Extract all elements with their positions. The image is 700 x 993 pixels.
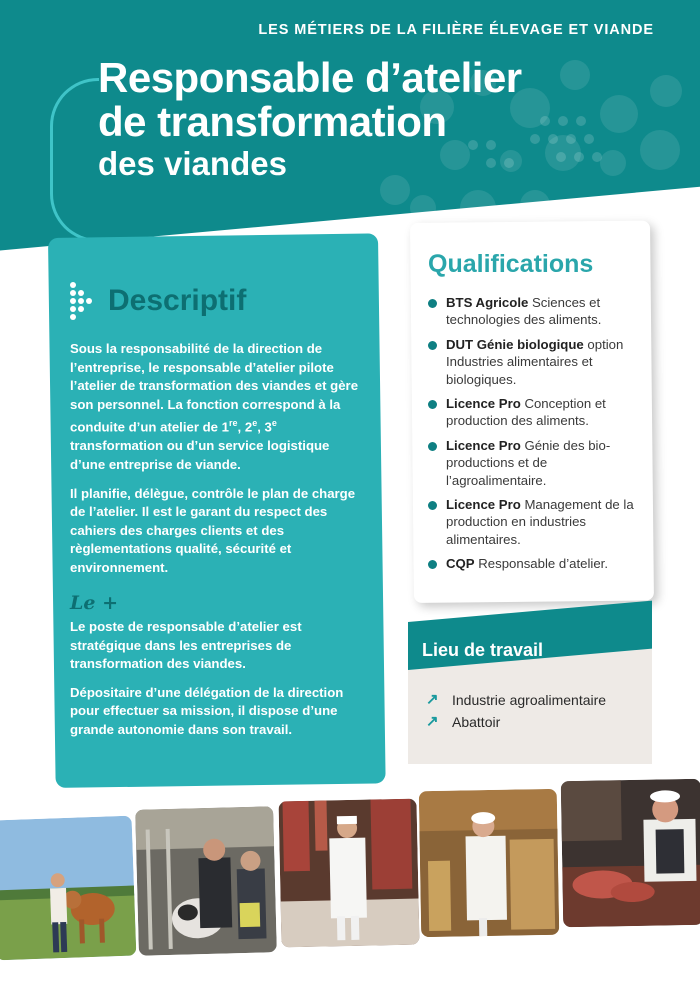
lieu-list: [426, 689, 606, 733]
title-line-3: des viandes: [98, 145, 287, 182]
qualifications-title: Qualifications: [428, 250, 594, 278]
lieu-title: Lieu de travail: [422, 640, 544, 660]
qualifications-list: [426, 294, 641, 580]
le-plus-para-2: Dépositaire d’une délégation de la direction pour effectuer sa mission, il dispose d’une grande autonomie dans son travail.: [70, 684, 344, 737]
list-item: Licence Pro Génie des bio-productions et de l’agroalimentaire.: [426, 437, 641, 489]
page-title: [98, 56, 522, 184]
descriptif-para-1: Sous la responsabilité de la direction de l’entreprise, le responsable d’atelier pilote l’atelier de transformation des viandes et gère son personnel. La fonction correspond à la conduite d’un atelier de 1re, 2e, 3e transformation ou d’un service logistique d’une entreprise de viande.: [70, 341, 359, 472]
arrow-icon: ↗: [426, 691, 439, 708]
list-item: DUT Génie biologique option Industries alimentaires et biologiques.: [426, 336, 641, 388]
dots-arrow-icon: [70, 282, 92, 320]
bullet-icon: [428, 299, 437, 308]
descriptif-text: [70, 340, 362, 588]
photo-slaughterhouse: [278, 799, 419, 948]
photo-farm-workers: [135, 806, 277, 956]
descriptif-title: Descriptif: [108, 284, 247, 317]
list-item: BTS Agricole Sciences et technologies des aliments.: [426, 294, 641, 329]
list-item: ↗ Abattoir: [426, 711, 606, 733]
title-line-1: Responsable d’atelier: [98, 54, 522, 101]
list-item: ↗ Industrie agroalimentaire: [426, 689, 606, 711]
series-kicker: LES MÉTIERS DE LA FILIÈRE ÉLEVAGE ET VIANDE: [258, 22, 654, 38]
descriptif-para-2: Il planifie, délègue, contrôle le plan de charge de l’atelier. Il est le garant du respect des cahiers des charges clients et des règlementations qualité, sécurité et environnement.: [70, 485, 356, 575]
descriptif-header: [70, 282, 246, 320]
bullet-icon: [428, 442, 437, 451]
photo-meat-inspector: [419, 789, 560, 937]
le-plus-heading: Le +: [70, 592, 118, 614]
photo-farmer-with-cow: [0, 816, 136, 961]
le-plus-para-1: Le poste de responsable d’atelier est stratégique dans les entreprises de transformation des viandes.: [70, 619, 302, 672]
bullet-icon: [428, 400, 437, 409]
list-item: Licence Pro Conception et production des aliments.: [426, 395, 641, 430]
arrow-icon: ↗: [426, 713, 439, 730]
title-line-2: de transformation: [98, 98, 447, 145]
list-item: Licence Pro Management de la production en industries alimentaires.: [426, 496, 641, 548]
bullet-icon: [428, 341, 437, 350]
bullet-icon: [428, 501, 437, 510]
le-plus-text: [70, 618, 362, 750]
title-bracket: [50, 78, 99, 242]
list-item: CQP Responsable d’atelier.: [426, 555, 641, 572]
bullet-icon: [428, 560, 437, 569]
photo-butcher: [561, 779, 700, 927]
